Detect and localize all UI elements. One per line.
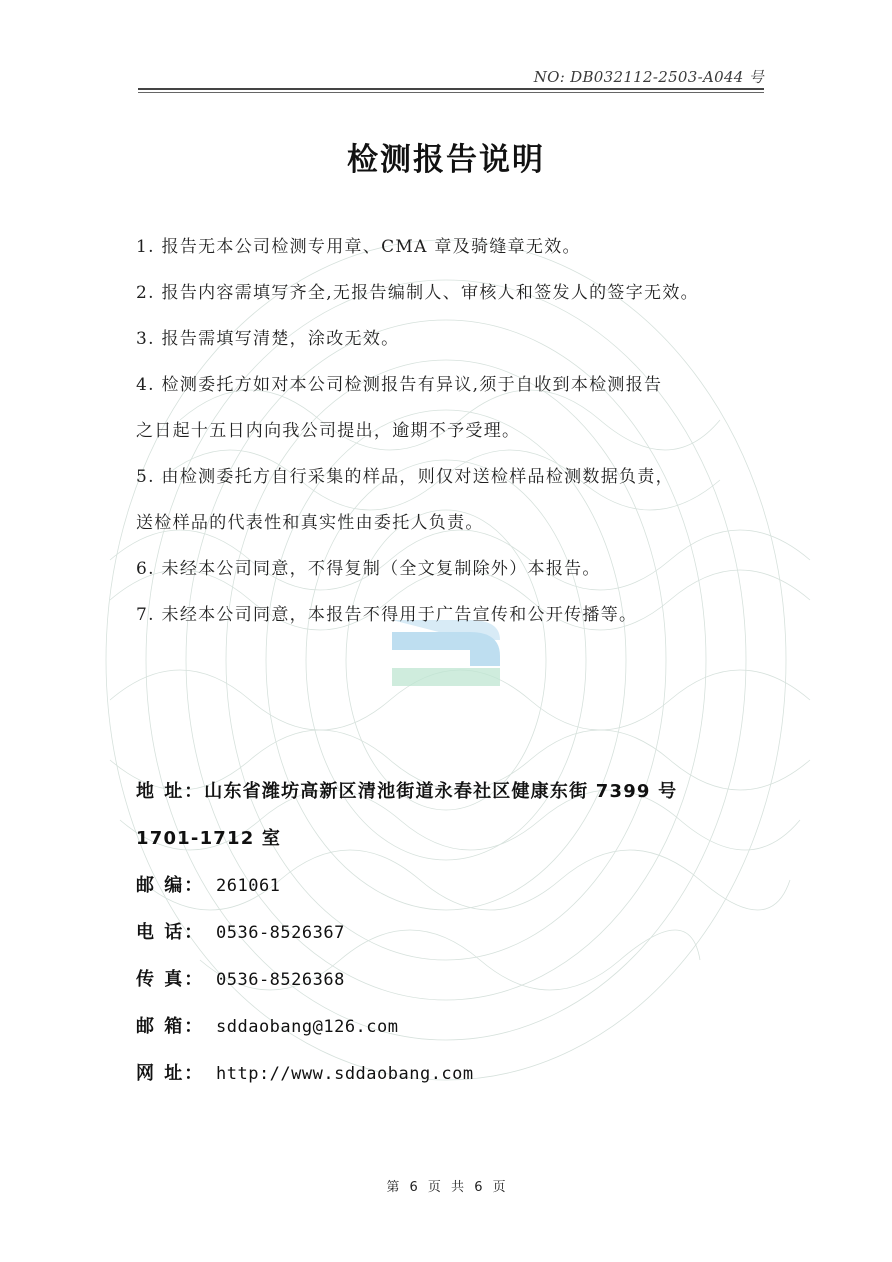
website-row <box>136 1050 796 1097</box>
note-line: 6. 未经本公司同意，不得复制（全文复制除外）本报告。 <box>136 559 601 579</box>
email-row <box>136 1003 796 1050</box>
postcode-row <box>136 862 796 909</box>
email-label: 邮 箱： <box>136 1016 205 1037</box>
phone-row <box>136 909 796 956</box>
address-row <box>136 768 796 815</box>
note-line: 之日起十五日内向我公司提出，逾期不予受理。 <box>136 421 521 441</box>
note-line: 5. 由检测委托方自行采集的样品，则仅对送检样品检测数据负责， <box>136 467 674 487</box>
fax-row <box>136 956 796 1003</box>
phone-label: 电 话： <box>136 922 205 943</box>
postcode-value: 261061 <box>216 876 281 896</box>
page-footer: 第 6 页 共 6 页 <box>386 1180 506 1195</box>
address-row-continued <box>136 815 796 862</box>
address-value-continued: 1701-1712 室 <box>136 828 282 849</box>
note-line: 4. 检测委托方如对本公司检测报告有异议,须于自收到本检测报告 <box>136 375 663 395</box>
page-title: 检测报告说明 <box>347 142 545 178</box>
notes-list <box>136 224 786 638</box>
header-rule <box>138 88 764 90</box>
note-line: 2. 报告内容需填写齐全,无报告编制人、审核人和签发人的签字无效。 <box>136 283 699 303</box>
report-number: NO: DB032112-2503-A044 号 <box>533 68 764 86</box>
website-label: 网 址： <box>136 1063 205 1084</box>
contact-block <box>136 768 796 1097</box>
address-value: 山东省潍坊高新区清池街道永春社区健康东街 7399 号 <box>204 781 678 802</box>
note-line: 7. 未经本公司同意，本报告不得用于广告宣传和公开传播等。 <box>136 605 638 625</box>
postcode-label: 邮 编： <box>136 875 205 896</box>
header-rule-thin <box>138 92 764 93</box>
phone-value: 0536-8526367 <box>216 923 345 943</box>
address-label: 地 址： <box>136 781 205 802</box>
note-line: 1. 报告无本公司检测专用章、CMA 章及骑缝章无效。 <box>136 237 581 257</box>
fax-value: 0536-8526368 <box>216 970 345 990</box>
email-value: sddaobang@126.com <box>216 1017 399 1037</box>
fax-label: 传 真： <box>136 969 205 990</box>
note-line: 送检样品的代表性和真实性由委托人负责。 <box>136 513 484 533</box>
website-value: http://www.sddaobang.com <box>216 1064 474 1084</box>
note-line: 3. 报告需填写清楚，涂改无效。 <box>136 329 400 349</box>
